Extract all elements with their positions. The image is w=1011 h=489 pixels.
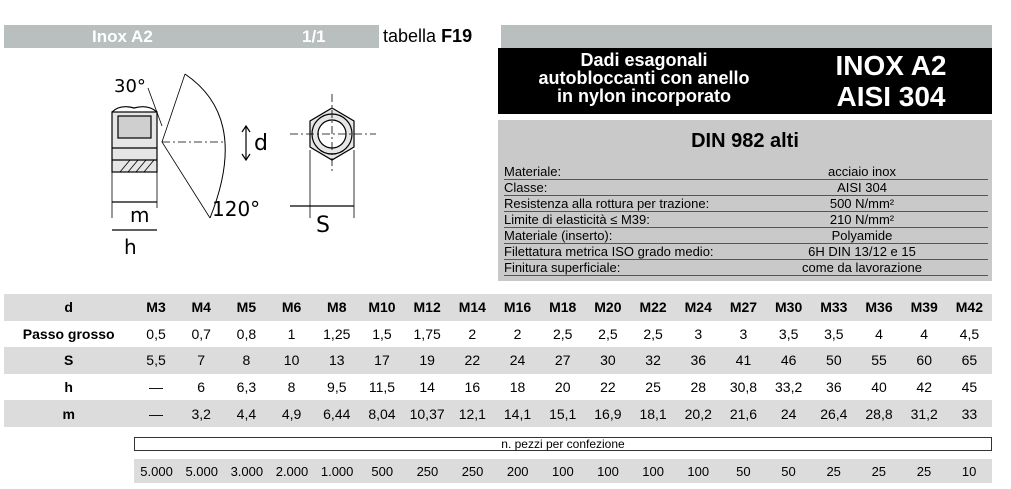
pack-cell: 5.000 (185, 463, 218, 479)
header-label: d (64, 299, 73, 316)
table-cell: 12,1 (458, 405, 486, 422)
table-cell: 2 (513, 325, 522, 342)
table-cell: 8,04 (368, 405, 396, 422)
size-header-cell: M42 (955, 299, 983, 316)
spec-key: Materiale: (504, 164, 562, 179)
table-cell: 4 (920, 325, 929, 342)
table-cell: 28 (690, 379, 707, 396)
table-cell: 24 (509, 352, 526, 369)
table-cell: 30,8 (729, 379, 758, 396)
table-cell: 36 (690, 352, 707, 369)
size-header-cell: M12 (413, 299, 441, 316)
table-prefix: tabella (383, 26, 437, 46)
table-cell: 65 (961, 352, 978, 369)
size-header-cell: M4 (191, 299, 211, 316)
spec-key: Limite di elasticità ≤ M39: (504, 212, 650, 227)
table-cell: 4,5 (959, 325, 980, 342)
table-cell: 0,7 (191, 325, 211, 342)
size-header-cell: M20 (594, 299, 622, 316)
table-cell: 3 (739, 325, 748, 342)
table-cell: 20,2 (684, 405, 712, 422)
table-cell: 3,5 (778, 325, 799, 342)
table-cell: 18 (509, 379, 526, 396)
table-cell: 30 (600, 352, 616, 369)
size-header-cell: M22 (639, 299, 667, 316)
table-cell: 3 (694, 325, 703, 342)
table-cell: 14 (419, 379, 435, 396)
pack-row (134, 459, 992, 483)
row-label: S (64, 352, 74, 369)
table-cell: 0,5 (146, 325, 166, 342)
spec-row (504, 228, 988, 244)
table-cell: 5,5 (146, 352, 166, 369)
table-cell: 11,5 (368, 379, 396, 396)
row-label: Passo grosso (22, 325, 115, 342)
dim-d-label: d (254, 131, 268, 156)
table-cell: 20 (554, 379, 571, 396)
pack-cell: 250 (416, 463, 439, 479)
table-cell: 32 (645, 352, 661, 369)
table-cell: 6 (197, 379, 206, 396)
size-header-cell: M14 (458, 299, 486, 316)
pack-cell: 10 (961, 463, 977, 479)
table-cell: 16 (464, 379, 481, 396)
spec-row (504, 180, 988, 196)
table-cell: 26,4 (820, 405, 848, 422)
pack-cell: 3.000 (230, 463, 264, 479)
spec-key: Finitura superficiale: (504, 260, 621, 275)
spec-value: acciaio inox (828, 164, 896, 179)
pack-cell: 100 (597, 463, 619, 479)
size-header-cell: M27 (729, 299, 758, 316)
table-cell: 15,1 (549, 405, 577, 422)
table-cell: 2,5 (552, 325, 573, 342)
pack-cell: 1.000 (320, 463, 354, 479)
table-cell: 46 (780, 352, 797, 369)
dim-m-label: m (130, 203, 150, 227)
spec-row (504, 196, 988, 212)
pack-cell: 2.000 (275, 463, 309, 479)
pack-cell: 25 (916, 463, 932, 479)
spec-key: Classe: (504, 180, 548, 195)
table-cell: — (149, 405, 164, 422)
pack-cell: 100 (551, 463, 574, 479)
table-cell: 4,9 (281, 405, 302, 422)
table-cell: 6,3 (236, 379, 257, 396)
size-header-cell: M6 (281, 299, 302, 316)
spec-key: Materiale (inserto): (504, 228, 613, 243)
grade-label (790, 50, 992, 112)
title-line-3: in nylon incorporato (557, 86, 731, 106)
table-cell: 33,2 (775, 379, 803, 396)
spec-row (504, 212, 988, 228)
size-header-cell: M30 (775, 299, 803, 316)
table-cell: 3,2 (191, 405, 211, 422)
table-cell: 22 (600, 379, 616, 396)
size-header-cell: M24 (684, 299, 712, 316)
table-cell: 2,5 (598, 325, 618, 342)
spec-value: AISI 304 (837, 180, 887, 195)
table-code: F19 (441, 26, 473, 46)
pack-cell: 25 (871, 463, 887, 479)
table-cell: 19 (419, 352, 435, 369)
table-cell: 1 (287, 325, 296, 342)
grade-line-2: AISI 304 (836, 81, 946, 112)
title-line-1: Dadi esagonali (580, 50, 708, 70)
table-cell: 13 (328, 352, 345, 369)
table-cell: 55 (871, 352, 887, 369)
table-row (4, 374, 992, 401)
pack-label: n. pezzi per confezione (134, 437, 992, 451)
table-cell: 14,1 (503, 405, 532, 422)
pack-cell: 50 (781, 463, 796, 479)
dim-h-label: h (124, 235, 137, 259)
pack-cell: 25 (826, 463, 841, 479)
size-header-cell: M8 (327, 299, 347, 316)
table-cell: 4 (875, 325, 883, 342)
table-cell: 10 (283, 352, 300, 369)
table-cell: 10,37 (409, 405, 445, 422)
table-cell: 18,1 (639, 405, 667, 422)
row-label: h (64, 379, 73, 396)
table-cell: 40 (871, 379, 887, 396)
row-label: m (62, 405, 75, 422)
table-cell: 45 (961, 379, 978, 396)
dimension-table (4, 294, 992, 427)
table-cell: 25 (645, 379, 661, 396)
spec-row (504, 260, 988, 276)
grade-line-1: INOX A2 (835, 50, 947, 81)
table-cell: 8 (287, 379, 296, 396)
table-cell: 1,25 (323, 325, 351, 342)
table-cell: 0,8 (236, 325, 257, 342)
nut-technical-drawing (100, 68, 380, 268)
spec-row (504, 164, 988, 180)
spec-value: 6H DIN 13/12 e 15 (808, 244, 916, 259)
table-cell: 21,6 (729, 405, 758, 422)
title-line-2: autobloccanti con anello (538, 68, 750, 88)
dim-s-label: S (316, 213, 330, 238)
angle-30-label: 30° (114, 76, 146, 97)
table-cell: 36 (826, 379, 842, 396)
pack-cell: 250 (461, 463, 484, 479)
spec-key: Filettatura metrica ISO grado medio: (504, 244, 714, 259)
size-header-cell: M3 (146, 299, 166, 316)
table-cell: 1,5 (372, 325, 392, 342)
table-row (4, 400, 992, 427)
table-row (4, 347, 992, 374)
spec-key: Resistenza alla rottura per trazione: (504, 196, 710, 211)
table-row (4, 321, 992, 348)
pack-cell: 100 (687, 463, 710, 479)
size-header-cell: M33 (820, 299, 848, 316)
table-cell: 1,75 (413, 325, 441, 342)
table-label (379, 25, 501, 48)
table-cell: 2 (468, 325, 477, 342)
page-indicator: 1/1 (302, 27, 326, 46)
table-cell: 8 (242, 352, 251, 369)
table-cell: — (149, 379, 164, 396)
pack-cell: 500 (371, 463, 394, 479)
table-header-row (4, 294, 992, 321)
pack-cell: 50 (736, 463, 751, 479)
standard-title: DIN 982 alti (691, 130, 799, 152)
spec-value: come da lavorazione (802, 260, 922, 275)
spec-row (504, 244, 988, 260)
table-cell: 16,9 (594, 405, 622, 422)
table-cell: 31,2 (910, 405, 938, 422)
table-cell: 42 (916, 379, 932, 396)
size-header-cell: M18 (549, 299, 577, 316)
table-cell: 6,44 (323, 405, 351, 422)
table-cell: 60 (916, 352, 932, 369)
pack-cell: 5.000 (140, 463, 173, 479)
title-block (498, 48, 992, 114)
table-cell: 7 (197, 352, 206, 369)
spec-value: 500 N/mm² (829, 196, 895, 211)
table-cell: 33 (961, 405, 978, 422)
size-header-cell: M36 (865, 299, 893, 316)
size-header-cell: M10 (368, 299, 396, 316)
table-cell: 3,5 (824, 325, 844, 342)
table-cell: 27 (554, 352, 571, 369)
table-cell: 28,8 (865, 405, 893, 422)
product-description (498, 51, 790, 105)
spec-value: 210 N/mm² (829, 212, 895, 227)
table-cell: 41 (735, 352, 752, 369)
table-cell: 9,5 (327, 379, 347, 396)
table-cell: 2,5 (643, 325, 663, 342)
size-header-cell: M39 (910, 299, 938, 316)
pack-cell: 200 (506, 463, 529, 479)
size-header-cell: M16 (503, 299, 532, 316)
spec-value: Polyamide (831, 228, 893, 243)
size-header-cell: M5 (236, 299, 257, 316)
angle-120-label: 120° (212, 197, 261, 221)
material-short: Inox A2 (92, 27, 153, 46)
header-bar (4, 25, 992, 48)
spec-box (498, 120, 992, 281)
pack-cell: 100 (642, 463, 664, 479)
table-cell: 24 (780, 405, 797, 422)
table-cell: 50 (826, 352, 842, 369)
table-cell: 4,4 (236, 405, 257, 422)
table-cell: 17 (374, 352, 390, 369)
table-cell: 22 (464, 352, 481, 369)
